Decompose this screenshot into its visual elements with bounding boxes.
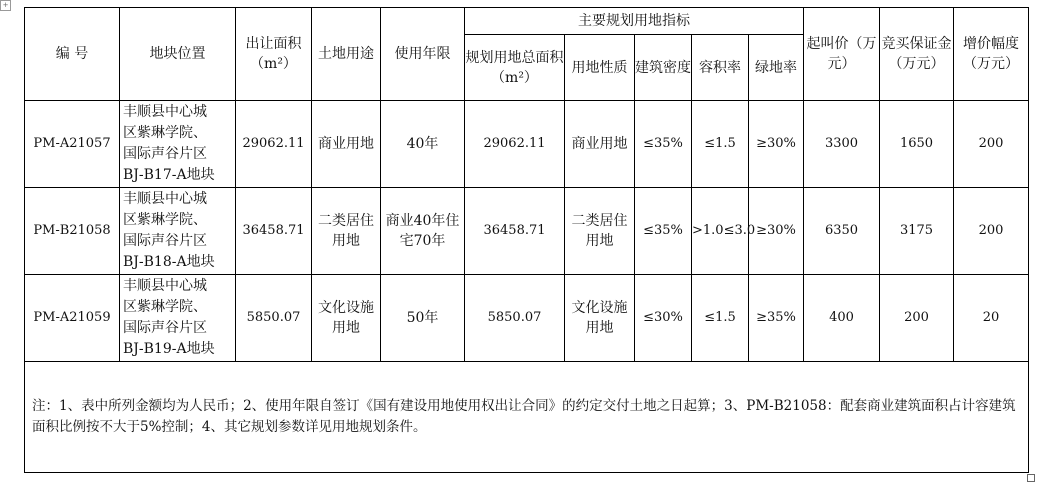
table-row — [25, 188, 1029, 275]
header-term: 使用年限 — [381, 8, 465, 101]
cell-building-density: ≤30% — [635, 275, 692, 362]
header-increment: 增价幅度（万元） — [954, 8, 1029, 101]
cell-plan-area: 5850.07 — [465, 275, 565, 362]
cell-area: 5850.07 — [236, 275, 312, 362]
cell-building-density: ≤35% — [635, 188, 692, 275]
cell-land-use: 二类居住用地 — [312, 188, 381, 275]
table-row — [25, 275, 1029, 362]
cell-code: PM-B21058 — [25, 188, 120, 275]
cell-start-price: 400 — [804, 275, 880, 362]
cell-area: 29062.11 — [236, 101, 312, 188]
cell-code: PM-A21057 — [25, 101, 120, 188]
note-row — [25, 362, 1029, 473]
header-plot-ratio: 容积率 — [692, 35, 749, 101]
cell-start-price: 3300 — [804, 101, 880, 188]
cell-area: 36458.71 — [236, 188, 312, 275]
land-parcel-table — [24, 7, 1029, 473]
cell-location: 丰顺县中心城 区紫琳学院、 国际声谷片区 BJ-B19-A地块 — [120, 275, 236, 362]
header-area: 出让面积（m²） — [236, 8, 312, 101]
table-resize-handle[interactable] — [1027, 474, 1035, 482]
table-row — [25, 101, 1029, 188]
cell-deposit: 3175 — [880, 188, 954, 275]
cell-term: 40年 — [381, 101, 465, 188]
cell-increment: 200 — [954, 188, 1029, 275]
cell-increment: 20 — [954, 275, 1029, 362]
cell-green-ratio: ≥30% — [749, 188, 804, 275]
cell-land-nature: 商业用地 — [565, 101, 635, 188]
cell-code: PM-A21059 — [25, 275, 120, 362]
header-location: 地块位置 — [120, 8, 236, 101]
cell-land-use: 商业用地 — [312, 101, 381, 188]
cell-plot-ratio: ≤1.5 — [692, 275, 749, 362]
cell-location: 丰顺县中心城 区紫琳学院、 国际声谷片区 BJ-B17-A地块 — [120, 101, 236, 188]
cell-deposit: 200 — [880, 275, 954, 362]
cell-land-nature: 文化设施用地 — [565, 275, 635, 362]
header-planning-group: 主要规划用地指标 — [465, 8, 804, 35]
header-land-use: 土地用途 — [312, 8, 381, 101]
cell-land-nature: 二类居住用地 — [565, 188, 635, 275]
cell-term: 商业40年住宅70年 — [381, 188, 465, 275]
header-land-nature: 用地性质 — [565, 35, 635, 101]
header-row-1 — [25, 8, 1029, 35]
header-code: 编 号 — [25, 8, 120, 101]
cell-land-use: 文化设施用地 — [312, 275, 381, 362]
header-green-ratio: 绿地率 — [749, 35, 804, 101]
cell-start-price: 6350 — [804, 188, 880, 275]
cell-plan-area: 29062.11 — [465, 101, 565, 188]
cell-plot-ratio: ≤1.5 — [692, 101, 749, 188]
header-deposit: 竞买保证金（万元） — [880, 8, 954, 101]
cell-green-ratio: ≥30% — [749, 101, 804, 188]
header-plan-area: 规划用地总面积（m²） — [465, 35, 565, 101]
cell-plot-ratio: >1.0≤3.0 — [692, 188, 749, 275]
header-start-price: 起叫价（万元） — [804, 8, 880, 101]
cell-location: 丰顺县中心城 区紫琳学院、 国际声谷片区 BJ-B18-A地块 — [120, 188, 236, 275]
cell-green-ratio: ≥35% — [749, 275, 804, 362]
cell-increment: 200 — [954, 101, 1029, 188]
table-anchor-icon[interactable]: + — [0, 0, 11, 11]
cell-plan-area: 36458.71 — [465, 188, 565, 275]
header-building-density: 建筑密度 — [635, 35, 692, 101]
cell-deposit: 1650 — [880, 101, 954, 188]
cell-term: 50年 — [381, 275, 465, 362]
cell-building-density: ≤35% — [635, 101, 692, 188]
table-note: 注：1、表中所列金额均为人民币；2、使用年限自签订《国有建设用地使用权出让合同》的约定交付土地之日起算；3、PM-B21058：配套商业建筑面积占计容建筑面积比例按不大于5%控制；4、其它规划参数详见用地规划条件。 — [25, 362, 1029, 473]
